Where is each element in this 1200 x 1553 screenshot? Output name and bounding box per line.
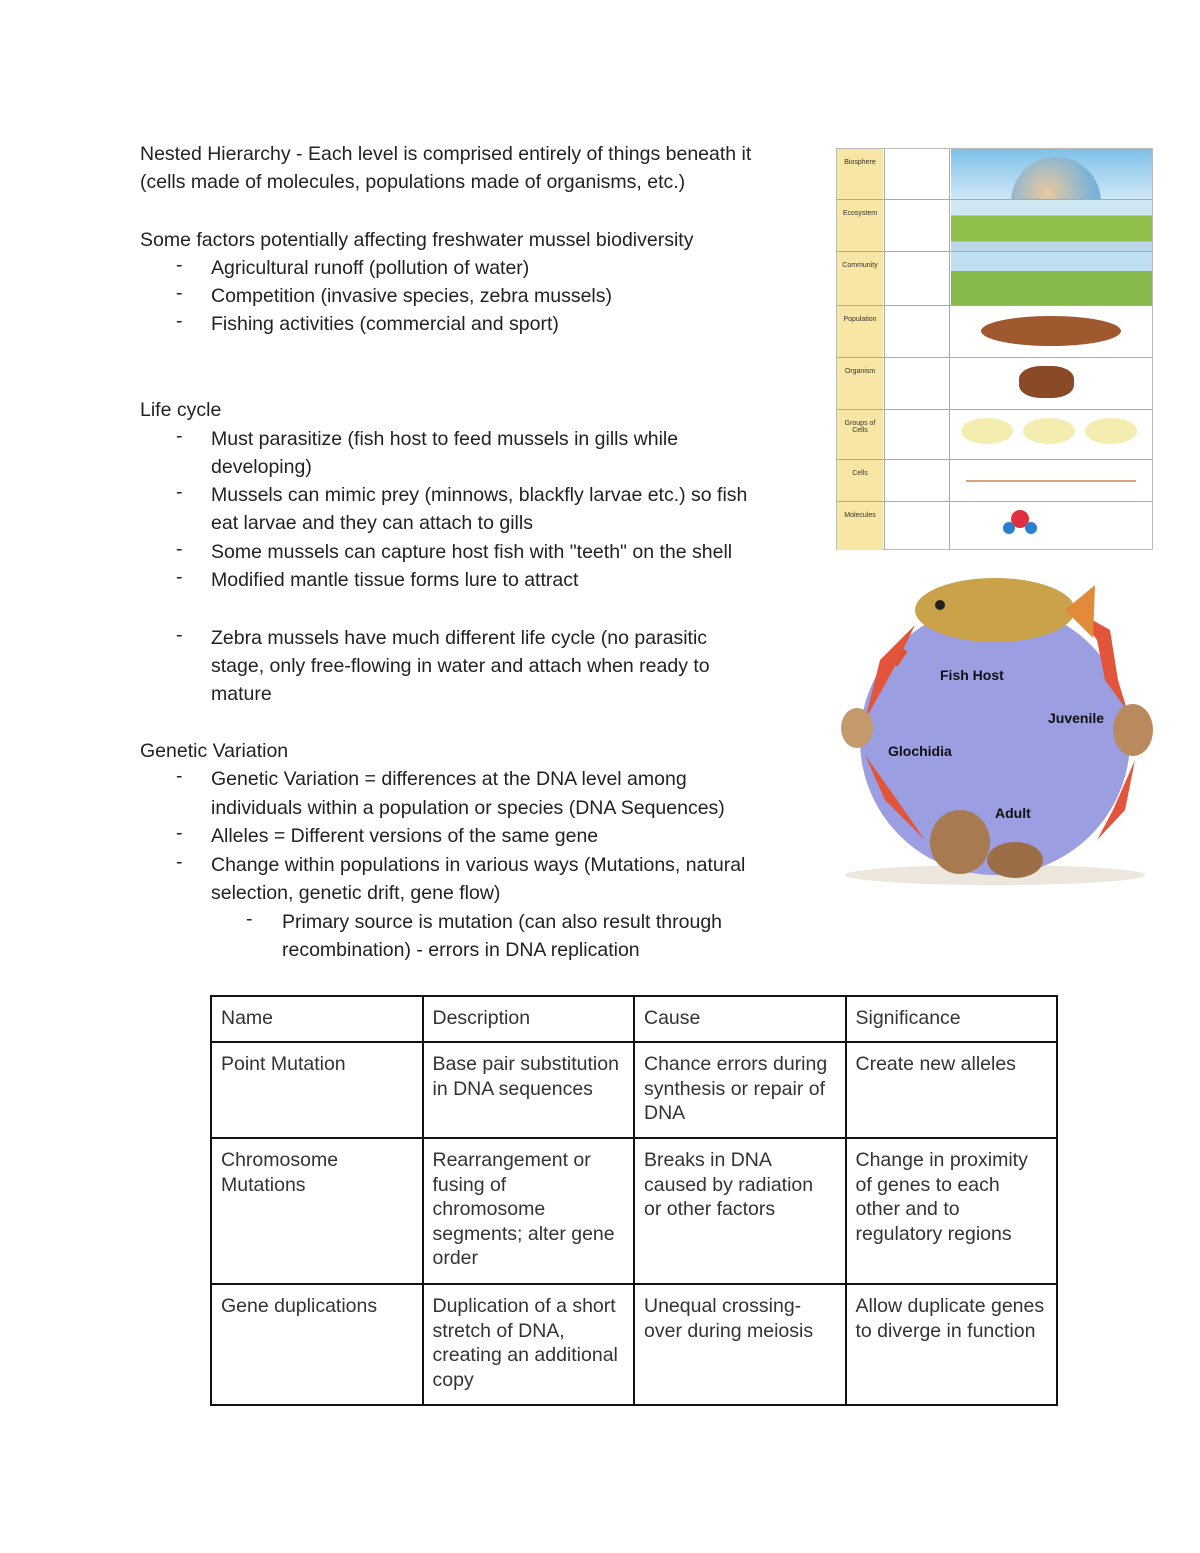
- genetic-item: Alleles = Different versions of the same gene: [211, 825, 599, 847]
- juvenile-mussel-icon: [1113, 704, 1153, 756]
- table-row: [211, 1284, 1057, 1405]
- hierarchy-row-cells: [837, 459, 1152, 502]
- bullet-dash: -: [176, 538, 183, 560]
- glochidia-icon: [841, 708, 873, 748]
- hierarchy-row-molecules: [837, 501, 1152, 550]
- mutation-table: [210, 995, 1058, 1406]
- lifecycle-item: Some mussels can capture host fish with "teeth" on the shell: [211, 541, 733, 563]
- lifecycle-item-cont: developing): [211, 456, 312, 478]
- table-row: [211, 1138, 1057, 1284]
- genetic-item-cont: selection, genetic drift, gene flow): [211, 882, 501, 904]
- level-label: Ecosystem: [837, 200, 883, 252]
- table-cell: Base pair substitution in DNA sequences: [423, 1042, 635, 1138]
- table-header-row: [211, 996, 1057, 1042]
- lifecycle-item: Mussels can mimic prey (minnows, blackfly larvae etc.) so fish: [211, 484, 748, 506]
- bullet-dash: -: [176, 624, 183, 646]
- bullet-dash: -: [176, 481, 183, 503]
- lifecycle-item-cont: eat larvae and they can attach to gills: [211, 512, 533, 534]
- lifecycle-item-cont: stage, only free-flowing in water and attach when ready to: [211, 655, 710, 677]
- table-cell: Chromosome Mutations: [211, 1138, 423, 1284]
- table-cell: Duplication of a short stretch of DNA, creating an additional copy: [423, 1284, 635, 1405]
- mussel-life-cycle-diagram: [835, 570, 1155, 890]
- factor-item: Competition (invasive species, zebra mussels): [211, 285, 612, 307]
- factors-heading: Some factors potentially affecting freshwater mussel biodiversity: [140, 229, 694, 251]
- table-cell: Create new alleles: [846, 1042, 1058, 1138]
- fish-host-label: Fish Host: [940, 667, 1004, 683]
- bullet-dash: -: [176, 310, 183, 332]
- header-cell: Cause: [634, 996, 846, 1042]
- header-cell: Significance: [846, 996, 1058, 1042]
- level-label: Biosphere: [837, 149, 883, 199]
- lifecycle-item: Must parasitize (fish host to feed mussels in gills while: [211, 428, 679, 450]
- lifecycle-item: Zebra mussels have much different life cycle (no parasitic: [211, 627, 708, 649]
- table-cell: Breaks in DNA caused by radiation or other factors: [634, 1138, 846, 1284]
- nested-hierarchy-line2: (cells made of molecules, populations made of organisms, etc.): [140, 171, 686, 193]
- table-cell: Allow duplicate genes to diverge in function: [846, 1284, 1058, 1405]
- hierarchy-row-groups-of-cells: [837, 409, 1152, 460]
- lifecycle-item: Modified mantle tissue forms lure to attract: [211, 569, 579, 591]
- table-cell: Rearrangement or fusing of chromosome segments; alter gene order: [423, 1138, 635, 1284]
- level-label: Population: [837, 306, 883, 358]
- genetic-item: Change within populations in various ways (Mutations, natural: [211, 854, 746, 876]
- hierarchy-row-community: [837, 251, 1152, 306]
- genetic-item-cont: individuals within a population or species (DNA Sequences): [211, 797, 725, 819]
- table-cell: Unequal crossing-over during meiosis: [634, 1284, 846, 1405]
- hierarchy-row-population: [837, 305, 1152, 358]
- lifecycle-item-cont: mature: [211, 683, 272, 705]
- bullet-dash: -: [176, 254, 183, 276]
- bullet-dash: -: [176, 282, 183, 304]
- genetic-heading: Genetic Variation: [140, 740, 289, 762]
- table-row: [211, 1042, 1057, 1138]
- level-label: Molecules: [837, 502, 883, 550]
- table-cell: Chance errors during synthesis or repair of DNA: [634, 1042, 846, 1138]
- hierarchy-row-organism: [837, 357, 1152, 410]
- lifecycle-heading: Life cycle: [140, 399, 222, 421]
- nested-hierarchy-line1: Nested Hierarchy - Each level is comprised entirely of things beneath it: [140, 143, 752, 165]
- level-label: Community: [837, 252, 883, 306]
- bullet-dash: -: [176, 566, 183, 588]
- genetic-subitem: Primary source is mutation (can also result through: [282, 911, 723, 933]
- juvenile-label: Juvenile: [1048, 710, 1105, 726]
- level-label: Cells: [837, 460, 883, 502]
- factor-item: Agricultural runoff (pollution of water): [211, 257, 530, 279]
- level-label: Organism: [837, 358, 883, 410]
- bullet-dash: -: [246, 908, 253, 930]
- bullet-dash: -: [176, 851, 183, 873]
- hierarchy-row-ecosystem: [837, 199, 1152, 252]
- header-cell: Name: [211, 996, 423, 1042]
- genetic-subitem-cont: recombination) - errors in DNA replication: [282, 939, 640, 961]
- biological-hierarchy-figure: [836, 148, 1153, 550]
- factor-item: Fishing activities (commercial and sport): [211, 313, 559, 335]
- adult-label: Adult: [995, 805, 1031, 821]
- table-cell: Gene duplications: [211, 1284, 423, 1405]
- bullet-dash: -: [176, 765, 183, 787]
- hierarchy-row-biosphere: [837, 149, 1152, 199]
- level-label: Groups of Cells: [837, 410, 883, 460]
- bullet-dash: -: [176, 425, 183, 447]
- genetic-item: Genetic Variation = differences at the DNA level among: [211, 768, 687, 790]
- header-cell: Description: [423, 996, 635, 1042]
- table-cell: Point Mutation: [211, 1042, 423, 1138]
- bullet-dash: -: [176, 822, 183, 844]
- glochidia-label: Glochidia: [888, 743, 952, 759]
- table-cell: Change in proximity of genes to each other and to regulatory regions: [846, 1138, 1058, 1284]
